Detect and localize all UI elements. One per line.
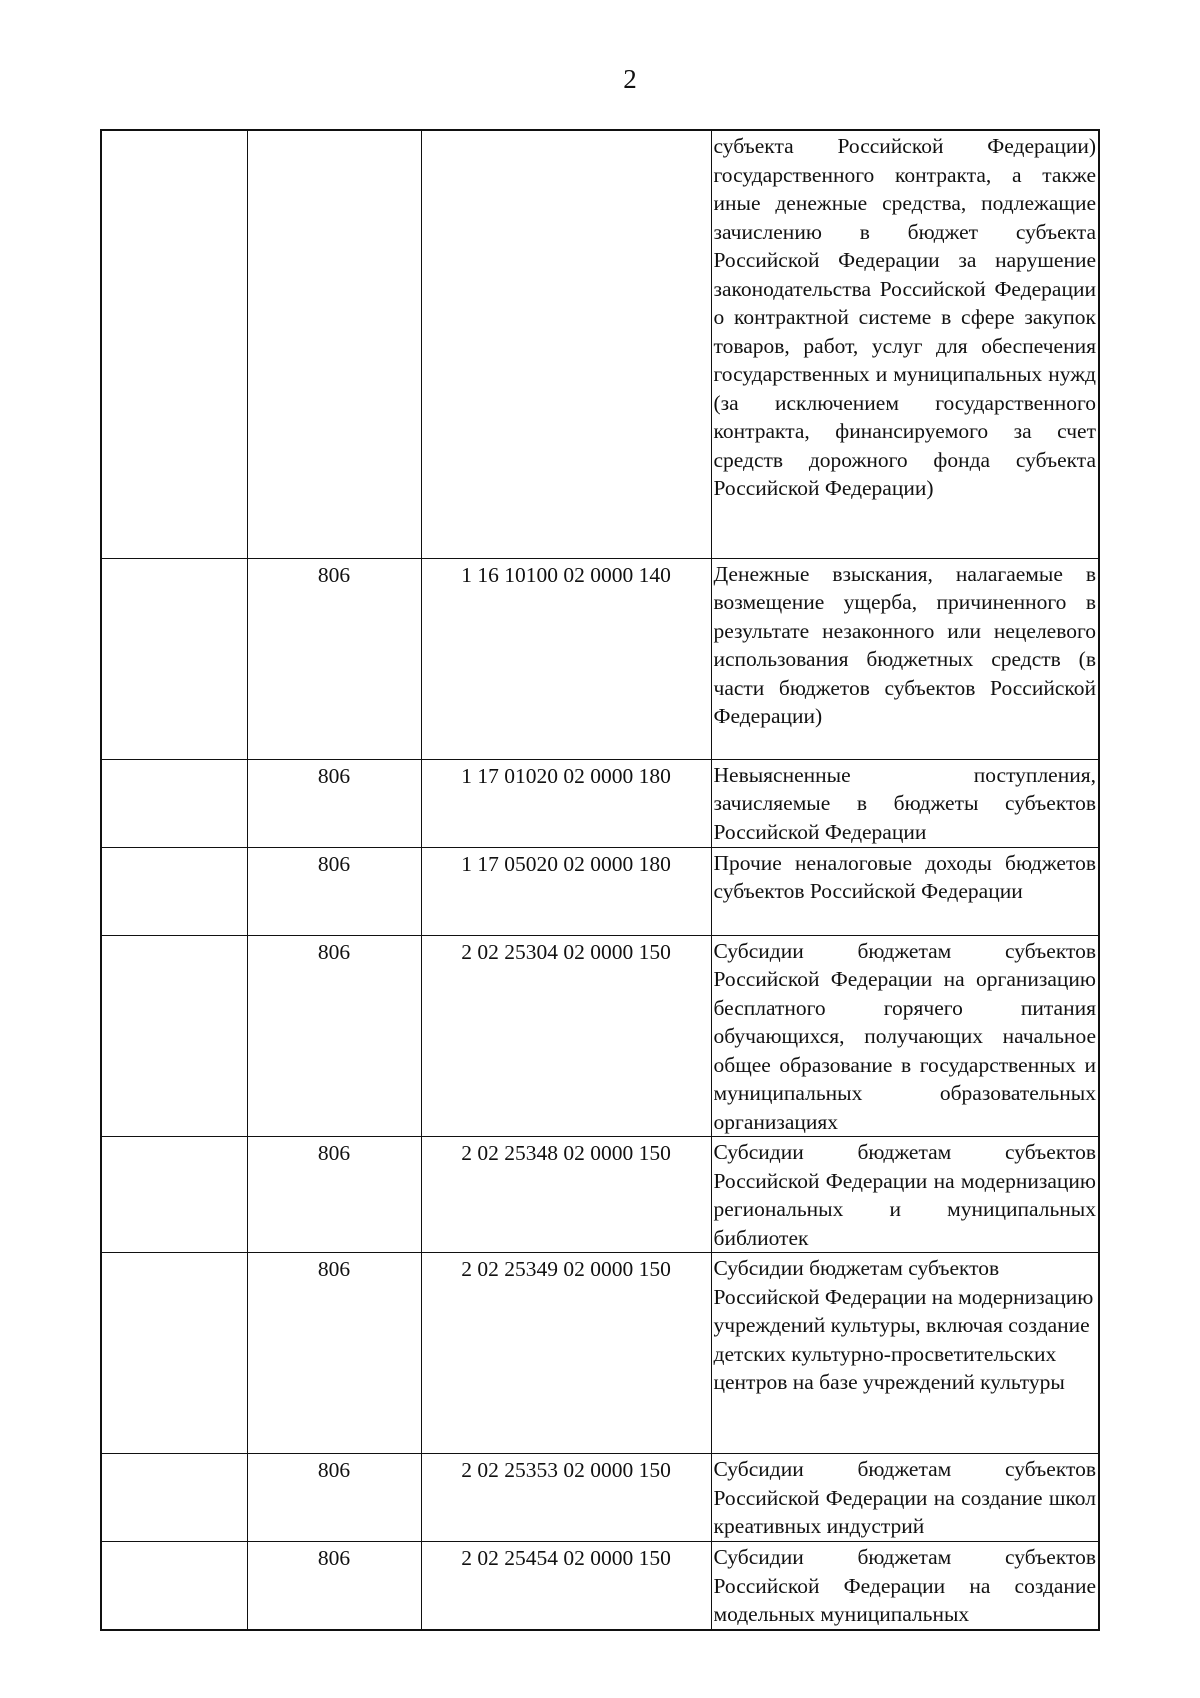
income-code-cell: 2 02 25349 02 0000 150 <box>421 1253 711 1454</box>
table-row <box>101 1454 1099 1542</box>
income-code-cell: 2 02 25304 02 0000 150 <box>421 935 711 1137</box>
table-row <box>101 558 1099 759</box>
empty-cell <box>101 935 247 1137</box>
empty-cell <box>101 558 247 759</box>
empty-cell <box>101 1542 247 1630</box>
income-code-cell: 2 02 25353 02 0000 150 <box>421 1454 711 1542</box>
empty-cell <box>101 1137 247 1253</box>
description-cell: Субсидии бюджетам субъектов Российской Федерации на модернизацию региональных и муниципальных библиотек <box>711 1137 1099 1253</box>
admin-code-cell: 806 <box>247 759 421 847</box>
admin-code-cell: 806 <box>247 1137 421 1253</box>
admin-code-cell: 806 <box>247 1253 421 1454</box>
income-code-cell: 1 17 05020 02 0000 180 <box>421 847 711 935</box>
table-row <box>101 935 1099 1137</box>
description-cell: Субсидии бюджетам субъектов Российской Федерации на создание школ креативных индустрий <box>711 1454 1099 1542</box>
table-row <box>101 130 1099 558</box>
table-row <box>101 1253 1099 1454</box>
admin-code-cell: 806 <box>247 935 421 1137</box>
admin-code-cell: 806 <box>247 1454 421 1542</box>
description-cell: Субсидии бюджетам субъектов Российской Федерации на создание модельных муниципальных <box>711 1542 1099 1630</box>
income-codes-table <box>100 129 1100 1631</box>
page-number: 2 <box>623 64 637 94</box>
table-row <box>101 1542 1099 1630</box>
admin-code-cell <box>247 130 421 558</box>
description-cell: Невыясненные поступления, зачисляемые в бюджеты субъектов Российской Федерации <box>711 759 1099 847</box>
income-code-cell <box>421 130 711 558</box>
empty-cell <box>101 1253 247 1454</box>
table-row <box>101 847 1099 935</box>
description-cell: Субсидии бюджетам субъектов Российской Федерации на модернизацию учреждений культуры, включая создание детских культурно-просветительских центров на базе учреждений культуры <box>711 1253 1099 1454</box>
income-code-cell: 2 02 25348 02 0000 150 <box>421 1137 711 1253</box>
empty-cell <box>101 1454 247 1542</box>
description-cell: Субсидии бюджетам субъектов Российской Федерации на организацию бесплатного горячего питания обучающихся, получающих начальное общее образование в государственных и муниципальных образовательных организациях <box>711 935 1099 1137</box>
admin-code-cell: 806 <box>247 1542 421 1630</box>
description-cell: Прочие неналоговые доходы бюджетов субъектов Российской Федерации <box>711 847 1099 935</box>
admin-code-cell: 806 <box>247 558 421 759</box>
admin-code-cell: 806 <box>247 847 421 935</box>
description-cell: субъекта Российской Федерации) государственного контракта, а также иные денежные средства, подлежащие зачислению в бюджет субъекта Российской Федерации за нарушение законодательства Российской Федерации о контрактной системе в сфере закупок товаров, работ, услуг для обеспечения государственных и муниципальных нужд (за исключением государственного контракта, финансируемого за счет средств дорожного фонда субъекта Российской Федерации) <box>711 130 1099 558</box>
table-row <box>101 1137 1099 1253</box>
income-code-cell: 1 16 10100 02 0000 140 <box>421 558 711 759</box>
empty-cell <box>101 847 247 935</box>
income-code-cell: 2 02 25454 02 0000 150 <box>421 1542 711 1630</box>
income-code-cell: 1 17 01020 02 0000 180 <box>421 759 711 847</box>
description-cell: Денежные взыскания, налагаемые в возмещение ущерба, причиненного в результате незаконного или нецелевого использования бюджетных средств (в части бюджетов субъектов Российской Федерации) <box>711 558 1099 759</box>
table-row <box>101 759 1099 847</box>
empty-cell <box>101 759 247 847</box>
empty-cell <box>101 130 247 558</box>
